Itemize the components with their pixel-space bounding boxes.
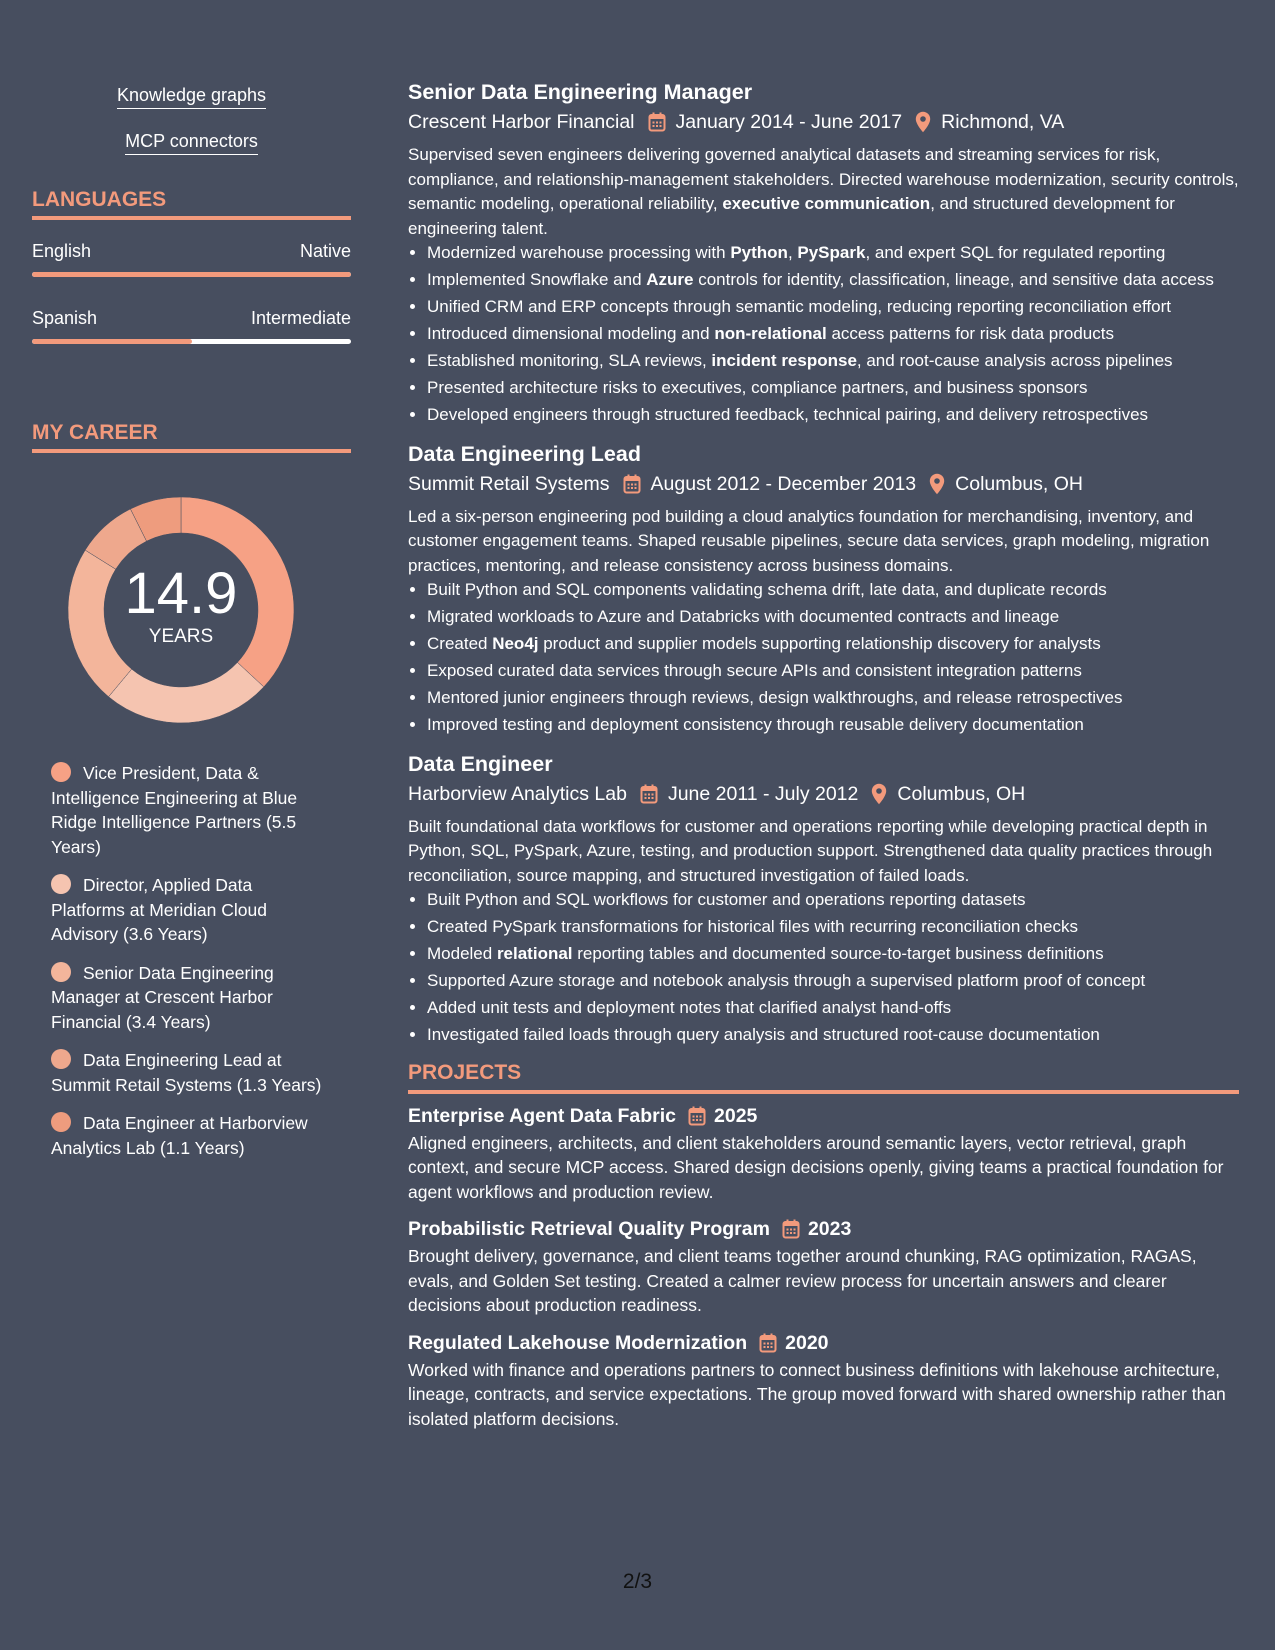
job-location: Columbus, OH [897, 782, 1026, 805]
map-pin-icon [915, 111, 931, 133]
job-bullets [408, 578, 1239, 738]
job-bullet: • Mentored junior engineers through reviews, design walkthroughs, and release retrospectives [427, 686, 1239, 711]
job-meta [408, 781, 1239, 807]
language-proficiency-bar [32, 272, 351, 277]
language-proficiency-bar [32, 339, 351, 344]
job-dates: January 2014 - June 2017 [675, 111, 903, 133]
project-description: Brought delivery, governance, and client teams together around chunking, RAG optimization, RAGAS, evals, and Golden Set testing. Created a calmer review process for uncertain answers and clearer decisions about production readiness. [408, 1246, 1197, 1315]
project-year: 2020 [785, 1331, 829, 1354]
project-title-row [408, 1330, 1239, 1356]
job-description: Led a six-person engineering pod building a cloud analytics foundation for merchandising, inventory, and customer engagement teams. Shaped reusable pipelines, secure data services, graph modeling, migration practices, mentoring, and release consistency across business domains. [408, 506, 1210, 575]
job-bullet: • Built Python and SQL components validating schema drift, late data, and duplicate records [427, 578, 1239, 603]
job-bullets [408, 888, 1239, 1048]
legend-dot [51, 762, 71, 782]
calendar-icon [759, 1333, 777, 1353]
job-description: Built foundational data workflows for customer and operations reporting while developing practical depth in Python, SQL, PySpark, Azure, testing, and production support. Strengthened data quality practices through reconciliation, source mapping, and structured investigation of failed loads. [408, 816, 1213, 885]
company-name: Summit Retail Systems [408, 472, 610, 495]
language-level: Native [299, 241, 351, 261]
languages-heading: LANGUAGES [32, 187, 351, 220]
career-years-unit: YEARS [148, 626, 214, 647]
calendar-icon [688, 1106, 706, 1126]
project-title: Probabilistic Retrieval Quality Program [408, 1218, 770, 1240]
calendar-icon [640, 784, 658, 804]
job-bullets [408, 241, 1239, 428]
project-year: 2023 [807, 1218, 852, 1240]
job-meta [408, 109, 1239, 135]
projects-heading: PROJECTS [408, 1060, 1239, 1094]
career-legend-label: Director, Applied Data Platforms at Meridian Cloud Advisory (3.6 Years) [51, 875, 267, 944]
project-entry [408, 1330, 1239, 1432]
project-title-row [408, 1216, 1239, 1242]
language-proficiency-fill [32, 272, 351, 277]
project-year: 2025 [714, 1104, 758, 1127]
career-donut-chart [66, 495, 296, 725]
job-dates: August 2012 - December 2013 [650, 472, 917, 495]
job-bullet: • Unified CRM and ERP concepts through semantic modeling, reducing reporting reconciliation effort [427, 295, 1239, 320]
language-name: English [32, 241, 92, 261]
job-bullet: • Added unit tests and deployment notes that clarified analyst hand-offs [427, 996, 1239, 1021]
career-legend-label: Data Engineer at Harborview Analytics Lab (1.1 Years) [51, 1113, 308, 1158]
career-legend-item [51, 1048, 331, 1097]
job-location: Columbus, OH [955, 472, 1084, 495]
calendar-icon [623, 474, 641, 494]
project-title: Regulated Lakehouse Modernization [408, 1331, 748, 1354]
career-legend-item [51, 1111, 331, 1160]
legend-dot [51, 1112, 71, 1132]
project-entry [408, 1103, 1239, 1205]
job-bullet: • Investigated failed loads through query analysis and structured root-cause documentation [427, 1023, 1239, 1048]
language-level: Intermediate [250, 308, 351, 328]
job-bullet: • Migrated workloads to Azure and Databricks with documented contracts and lineage [427, 605, 1239, 630]
experience-entry [408, 78, 1239, 428]
career-legend-label: Data Engineering Lead at Summit Retail Systems (1.3 Years) [51, 1050, 322, 1095]
job-bullet: • Created Neo4j product and supplier models supporting relationship discovery for analysts [427, 632, 1239, 657]
job-bullet: • Implemented Snowflake and Azure controls for identity, classification, lineage, and sensitive data access [427, 268, 1239, 293]
job-dates: June 2011 - July 2012 [667, 782, 859, 805]
map-pin-icon [929, 473, 945, 495]
job-bullet: • Created PySpark transformations for historical files with recurring reconciliation checks [427, 915, 1239, 940]
project-description: Worked with finance and operations partners to connect business definitions with lakehouse architecture, lineage, contracts, and service expectations. The group moved forward with shared ownership rather than isolated platform decisions. [408, 1359, 1226, 1429]
language-english [32, 240, 351, 277]
skill-link-knowledge-graphs[interactable] [32, 84, 351, 109]
calendar-icon [782, 1219, 800, 1239]
job-bullet: • Supported Azure storage and notebook analysis through a supervised platform proof of concept [427, 969, 1239, 994]
calendar-icon [648, 112, 666, 132]
job-location: Richmond, VA [941, 111, 1065, 133]
career-legend-item [51, 961, 331, 1035]
skill-link-label[interactable]: MCP connectors [125, 130, 258, 155]
job-meta [408, 471, 1239, 497]
career-legend-item [51, 873, 331, 947]
company-name: Crescent Harbor Financial [408, 111, 635, 133]
skill-link-label[interactable]: Knowledge graphs [117, 84, 266, 109]
main-content [408, 78, 1239, 1443]
legend-dot [51, 1049, 71, 1069]
job-description: Supervised seven engineers delivering governed analytical datasets and streaming services for risk, compliance, and relationship-management stakeholders. Directed warehouse modernization, security controls, semantic modeling, operational reliability, executive communication, and structured development for engineering talent. [408, 145, 1239, 238]
legend-dot [51, 874, 71, 894]
job-bullet: • Exposed curated data services through secure APIs and consistent integration patterns [427, 659, 1239, 684]
career-legend [51, 761, 331, 1160]
job-title: Senior Data Engineering Manager [408, 80, 753, 104]
job-title: Data Engineering Lead [408, 441, 641, 466]
job-bullet: • Built Python and SQL workflows for customer and operations reporting datasets [427, 888, 1239, 913]
skill-link-mcp-connectors[interactable] [32, 130, 351, 155]
company-name: Harborview Analytics Lab [408, 782, 627, 805]
job-bullet: • Introduced dimensional modeling and non-relational access patterns for risk data products [427, 322, 1239, 347]
job-title: Data Engineer [408, 751, 553, 776]
job-bullet: • Modernized warehouse processing with Python, PySpark, and expert SQL for regulated reporting [427, 241, 1239, 266]
job-bullet: • Modeled relational reporting tables and documented source-to-target business definitions [427, 942, 1239, 967]
project-entry [408, 1216, 1239, 1318]
map-pin-icon [871, 783, 887, 805]
career-legend-label: Vice President, Data & Intelligence Engineering at Blue Ridge Intelligence Partners (5.5 Years) [51, 763, 298, 857]
career-total-years: 14.9 [124, 561, 238, 626]
page-number: 2/3 [622, 1570, 653, 1593]
language-proficiency-fill [32, 339, 192, 344]
job-bullet: • Established monitoring, SLA reviews, incident response, and root-cause analysis across pipelines [427, 349, 1239, 374]
career-heading: MY CAREER [32, 420, 351, 453]
career-legend-item [51, 761, 331, 859]
job-bullet: • Developed engineers through structured feedback, technical pairing, and delivery retrospectives [427, 403, 1239, 428]
project-description: Aligned engineers, architects, and client stakeholders around semantic layers, vector retrieval, graph context, and secure MCP access. Shared design decisions openly, giving teams a practical foundation for agent workflows and production review. [408, 1132, 1224, 1202]
language-name: Spanish [32, 308, 98, 328]
experience-entry [408, 750, 1239, 1048]
sidebar [32, 84, 351, 1174]
project-title-row [408, 1103, 1239, 1129]
job-bullet: • Presented architecture risks to executives, compliance partners, and business sponsors [427, 376, 1239, 401]
career-legend-label: Senior Data Engineering Manager at Crescent Harbor Financial (3.4 Years) [51, 962, 274, 1032]
job-bullet: • Improved testing and deployment consistency through reusable delivery documentation [427, 713, 1239, 738]
project-title: Enterprise Agent Data Fabric [408, 1104, 677, 1127]
experience-entry [408, 440, 1239, 738]
language-spanish [32, 307, 351, 344]
legend-dot [51, 962, 71, 982]
